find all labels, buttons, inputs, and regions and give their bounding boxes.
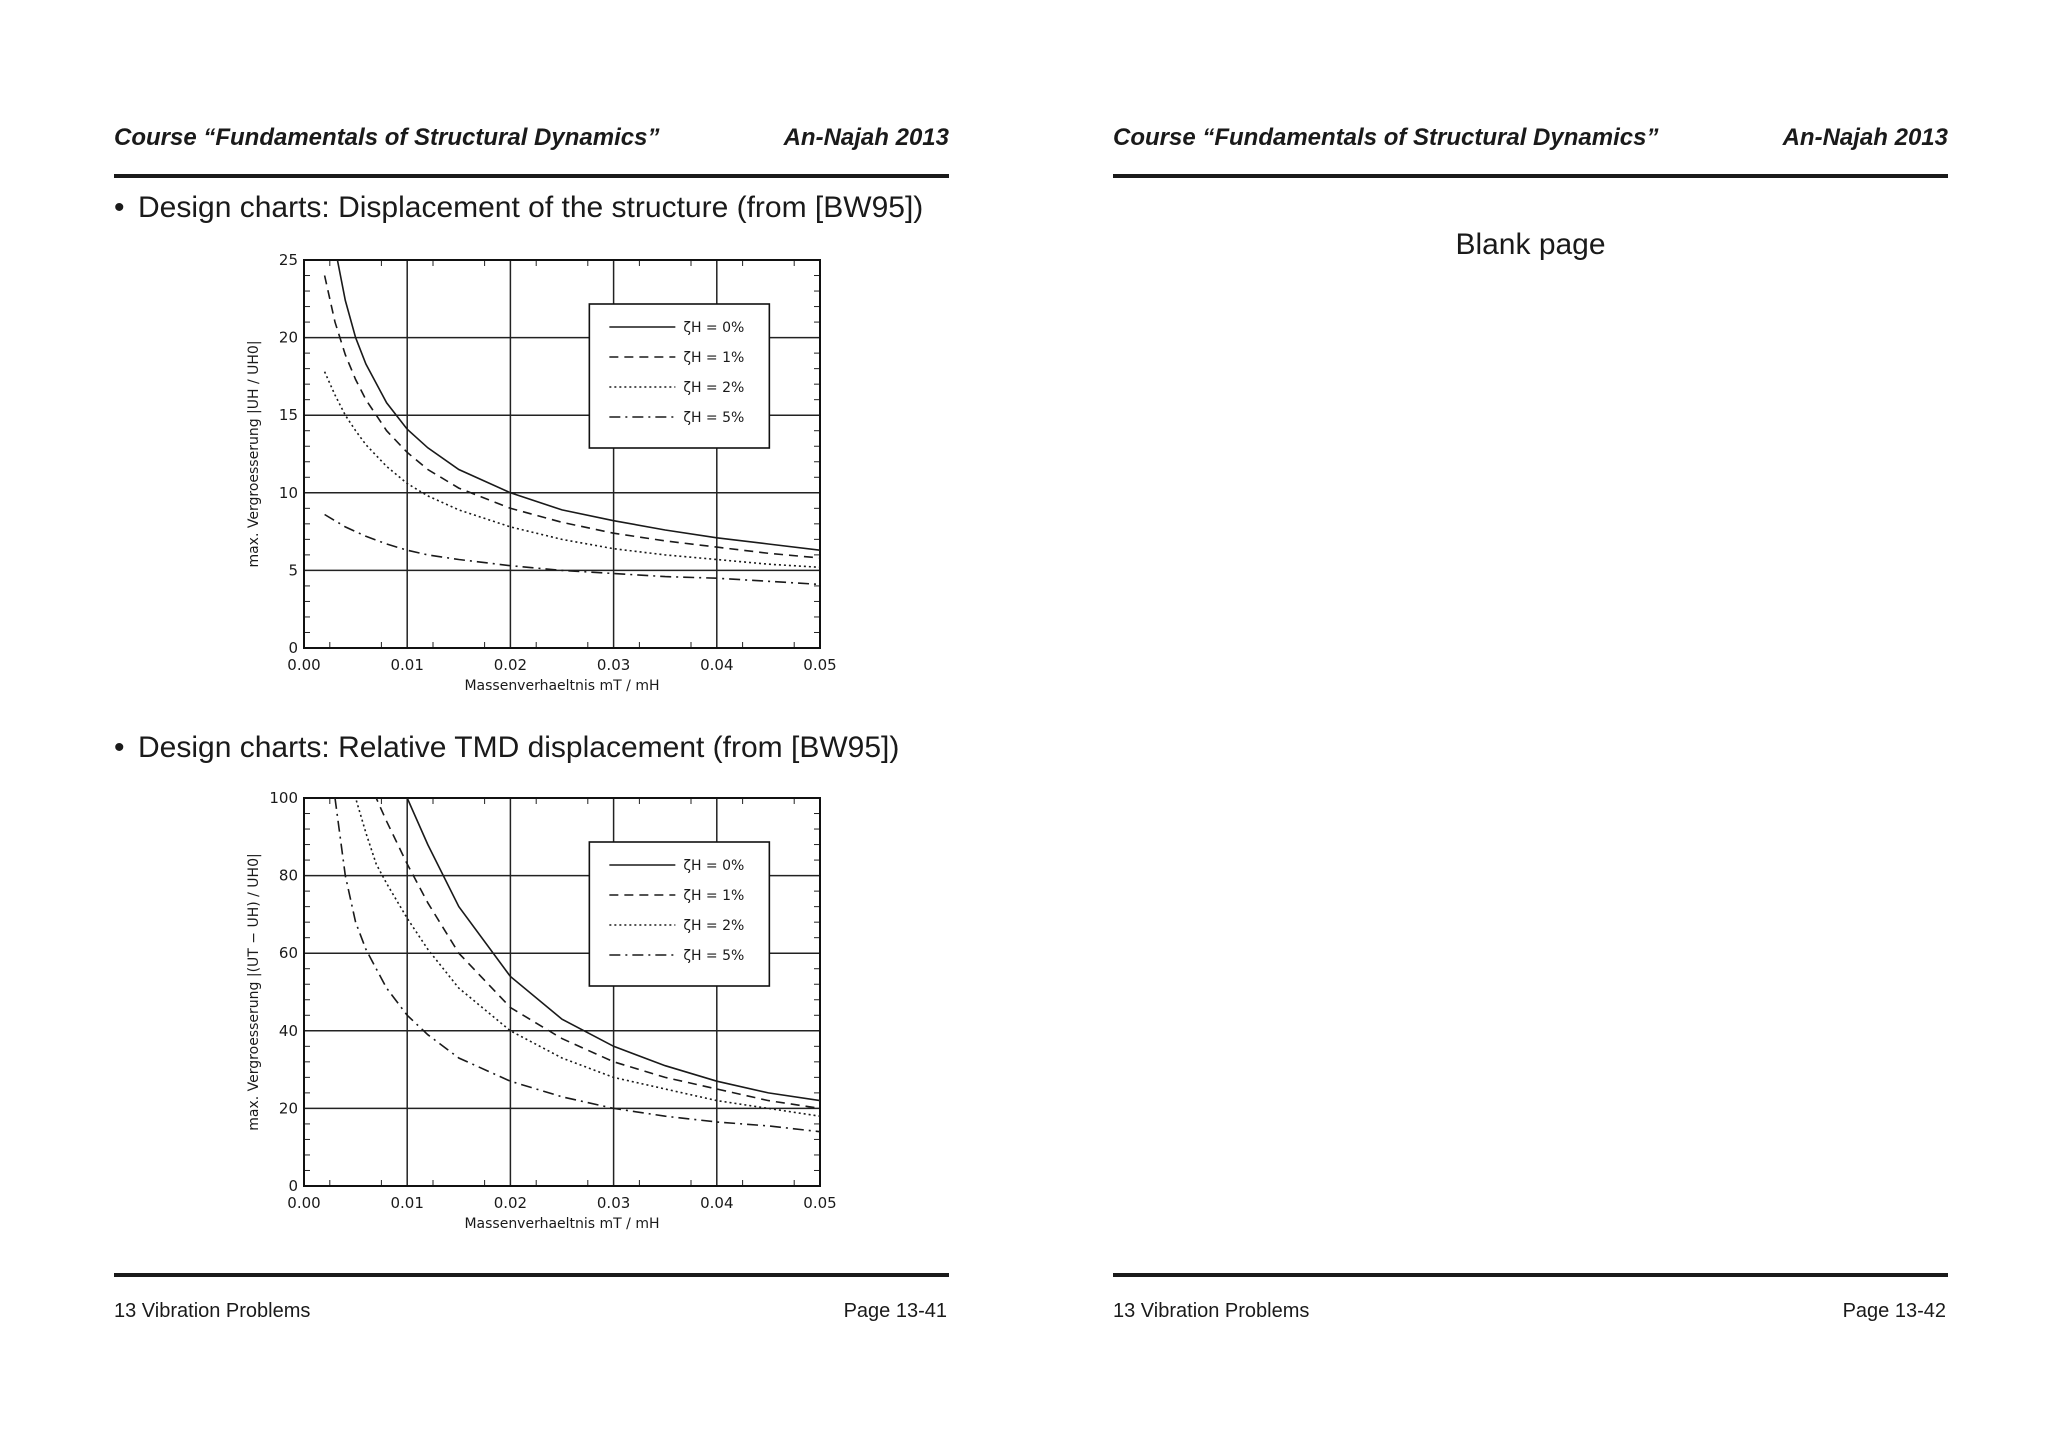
y-tick-label: 0 bbox=[288, 1177, 298, 1195]
x-tick-label: 0.03 bbox=[596, 1194, 631, 1212]
y-tick-label: 5 bbox=[288, 561, 298, 580]
legend-label: ζH = 1% bbox=[683, 350, 745, 366]
y-tick-label: 10 bbox=[278, 483, 298, 502]
y-axis-label: max. Vergroesserung |(UT − UH) / UH0| bbox=[246, 853, 262, 1131]
legend-label: ζH = 5% bbox=[683, 948, 745, 964]
page-header bbox=[1113, 124, 1948, 158]
footer-rule bbox=[114, 1273, 949, 1277]
y-tick-label: 20 bbox=[278, 1099, 298, 1118]
x-tick-label: 0.04 bbox=[700, 1194, 734, 1212]
y-tick-label: 0 bbox=[288, 639, 298, 657]
legend-label: ζH = 2% bbox=[683, 380, 745, 396]
x-tick-label: 0.03 bbox=[596, 656, 631, 674]
legend-label: ζH = 0% bbox=[683, 858, 745, 874]
page-number: Page 13-42 bbox=[1842, 1300, 1946, 1322]
course-title: Course “Fundamentals of Structural Dynamics” bbox=[1113, 124, 1659, 151]
chapter-label: 13 Vibration Problems bbox=[114, 1300, 311, 1322]
footer-rule bbox=[1113, 1273, 1948, 1277]
blank-page-text: Blank page bbox=[1455, 228, 1606, 261]
y-tick-label: 15 bbox=[278, 406, 298, 425]
y-tick-label: 25 bbox=[278, 251, 298, 269]
bullet-icon: • bbox=[114, 191, 125, 224]
course-title: Course “Fundamentals of Structural Dynamics” bbox=[114, 124, 660, 151]
legend-label: ζH = 0% bbox=[683, 320, 745, 336]
chart-structure-displacement bbox=[232, 251, 837, 714]
legend-label: ζH = 1% bbox=[683, 888, 745, 904]
bullet-text: Design charts: Displacement of the structure (from [BW95]) bbox=[138, 191, 924, 224]
y-tick-label: 100 bbox=[269, 789, 298, 807]
x-tick-label: 0.00 bbox=[287, 656, 321, 674]
page-number: Page 13-41 bbox=[843, 1300, 947, 1322]
x-axis-label: Massenverhaeltnis mT / mH bbox=[464, 1216, 660, 1232]
header-rule bbox=[1113, 174, 1948, 178]
y-tick-label: 60 bbox=[278, 944, 298, 963]
legend-label: ζH = 5% bbox=[683, 410, 745, 426]
bullet-item-tmd-displacement bbox=[114, 731, 899, 765]
x-tick-label: 0.04 bbox=[700, 656, 734, 674]
chart-relative-tmd-displacement bbox=[232, 789, 837, 1252]
legend-label: ζH = 2% bbox=[683, 918, 745, 934]
right-page bbox=[1113, 0, 1948, 1448]
header-org: An-Najah 2013 bbox=[783, 124, 949, 151]
y-tick-label: 40 bbox=[278, 1021, 298, 1040]
x-tick-label: 0.01 bbox=[390, 1194, 424, 1212]
y-tick-label: 20 bbox=[278, 328, 298, 347]
x-tick-label: 0.01 bbox=[390, 656, 424, 674]
bullet-item-structure-displacement bbox=[114, 191, 923, 225]
bullet-text: Design charts: Relative TMD displacement (from [BW95]) bbox=[138, 731, 900, 764]
chapter-label: 13 Vibration Problems bbox=[1113, 1300, 1310, 1322]
x-tick-label: 0.00 bbox=[287, 1194, 321, 1212]
header-rule bbox=[114, 174, 949, 178]
x-tick-label: 0.05 bbox=[803, 656, 837, 674]
page-header bbox=[114, 124, 949, 158]
x-axis-label: Massenverhaeltnis mT / mH bbox=[464, 678, 660, 694]
x-tick-label: 0.02 bbox=[493, 1194, 528, 1212]
y-axis-label: max. Vergroesserung |UH / UH0| bbox=[246, 340, 262, 568]
header-org: An-Najah 2013 bbox=[1782, 124, 1948, 151]
y-tick-label: 80 bbox=[278, 866, 298, 885]
bullet-icon: • bbox=[114, 731, 125, 764]
x-tick-label: 0.05 bbox=[803, 1194, 837, 1212]
left-page bbox=[114, 0, 949, 1448]
x-tick-label: 0.02 bbox=[493, 656, 528, 674]
